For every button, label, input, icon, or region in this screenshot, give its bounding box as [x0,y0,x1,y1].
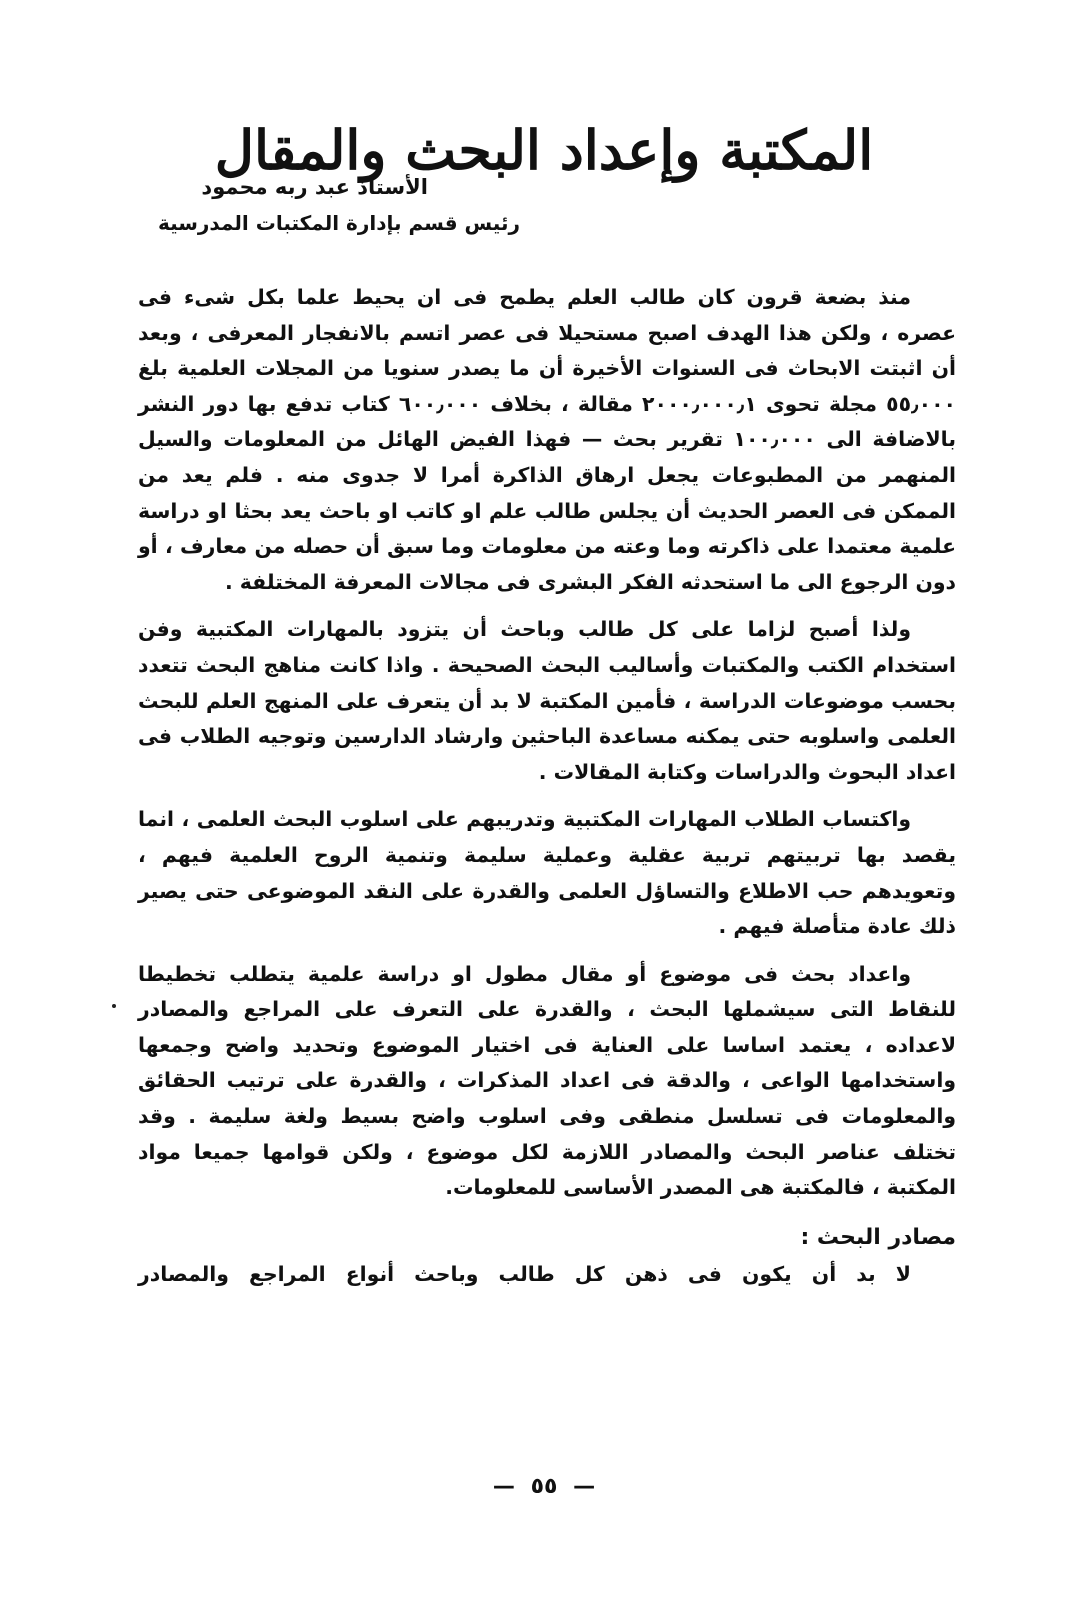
page-number: ٥٥ [530,1474,558,1499]
paragraph-4: واعداد بحث فى موضوع أو مقال مطول او دراسة علمية يتطلب تخطيطا للنقاط التى سيشملها البحث ، والقدرة على التعرف على المراجع والمصادر لاعداده ، يعتمد اساسا على العناية فى اختيار الموضوع وتحديد واضح وجمعها واستخدامها الواعى ، والدقة فى اعداد المذكرات ، والقدرة على ترتيب الحقائق والمعلومات فى تسلسل منطقى وفى اسلوب واضح بسيط ولغة سليمة . وقد تختلف عناصر البحث والمصادر اللازمة لكل موضوع ، ولكن قوامها جميعا مواد المكتبة ، فالمكتبة هى المصدر الأساسى للمعلومات. [138,961,956,1200]
article-body [138,280,956,1292]
paragraph-1: منذ بضعة قرون كان طالب العلم يطمح فى ان يحيط علما بكل شىء فى عصره ، ولكن هذا الهدف اصبح مستحيلا فى عصر اتسم بالانفجار المعرفى ، وبعد أن اثبتت الابحاث فى السنوات الأخيرة أن ما يصدر سنويا من المجلات العلمية بلغ ٥٥٫٠٠٠ مجلة تحوى ٢٠٠٠٫٠٠٠٫١ مقالة ، بخلاف ٦٠٠٫٠٠٠ كتاب تدفع بها دور النشر بالاضافة الى ١٠٠٫٠٠٠ تقرير بحث — فهذا الفيض الهائل من المعلومات والسيل المنهمر من المطبوعات يجعل ارهاق الذاكرة أمرا لا جدوى منه . فلم يعد من الممكن فى العصر الحديث أن يجلس طالب علم او كاتب او باحث يعد بحثا او دراسة علمية معتمدا على ذاكرته وما وعته من معلومات وما سبق أن حصله من معارف ، أو دون الرجوع الى ما استحدثه الفكر البشرى فى مجالات المعرفة المختلفة . [138,285,956,594]
paragraph-2: ولذا أصبح لزاما على كل طالب وباحث أن يتزود بالمهارات المكتبية وفن استخدام الكتب والمكتبات وأساليب البحث الصحيحة . واذا كانت مناهج البحث تتعدد بحسب موضوعات الدراسة ، فأمين المكتبة لا بد أن يتعرف على المنهج العلم للبحث العلمى واسلوبه حتى يمكنه مساعدة الباحثين وارشاد الدارسين وتوجيه الطلاب فى اعداد البحوث والدراسات وكتابة المقالات . [138,617,956,784]
page-number-dash-left: — [492,1474,515,1499]
author-role: رئيس قسم بإدارة المكتبات المدرسية [157,211,520,235]
section-first-line: لا بد أن يكون فى ذهن كل طالب وباحث أنواع المراجع والمصادر [138,1261,911,1286]
page-number-dash-right: — [573,1474,596,1499]
article-title: المكتبة وإعداد البحث والمقال [214,118,874,183]
margin-mark [112,1004,116,1008]
page-number-footer [0,1472,1088,1502]
paragraph-3: واكتساب الطلاب المهارات المكتبية وتدريبهم على اسلوب البحث العلمى ، انما يقصد بها تربيتهم تربية عقلية وعملية سليمة وتنمية الروح العلمية فيهم ، وتعويدهم حب الاطلاع والتساؤل العلمى والقدرة على النقد الموضوعى حتى يصير ذلك عادة متأصلة فيهم . [138,807,956,939]
author-name: الأستاذ عبد ربه محمود [201,175,428,199]
section-heading: مصادر البحث : [800,1224,956,1250]
